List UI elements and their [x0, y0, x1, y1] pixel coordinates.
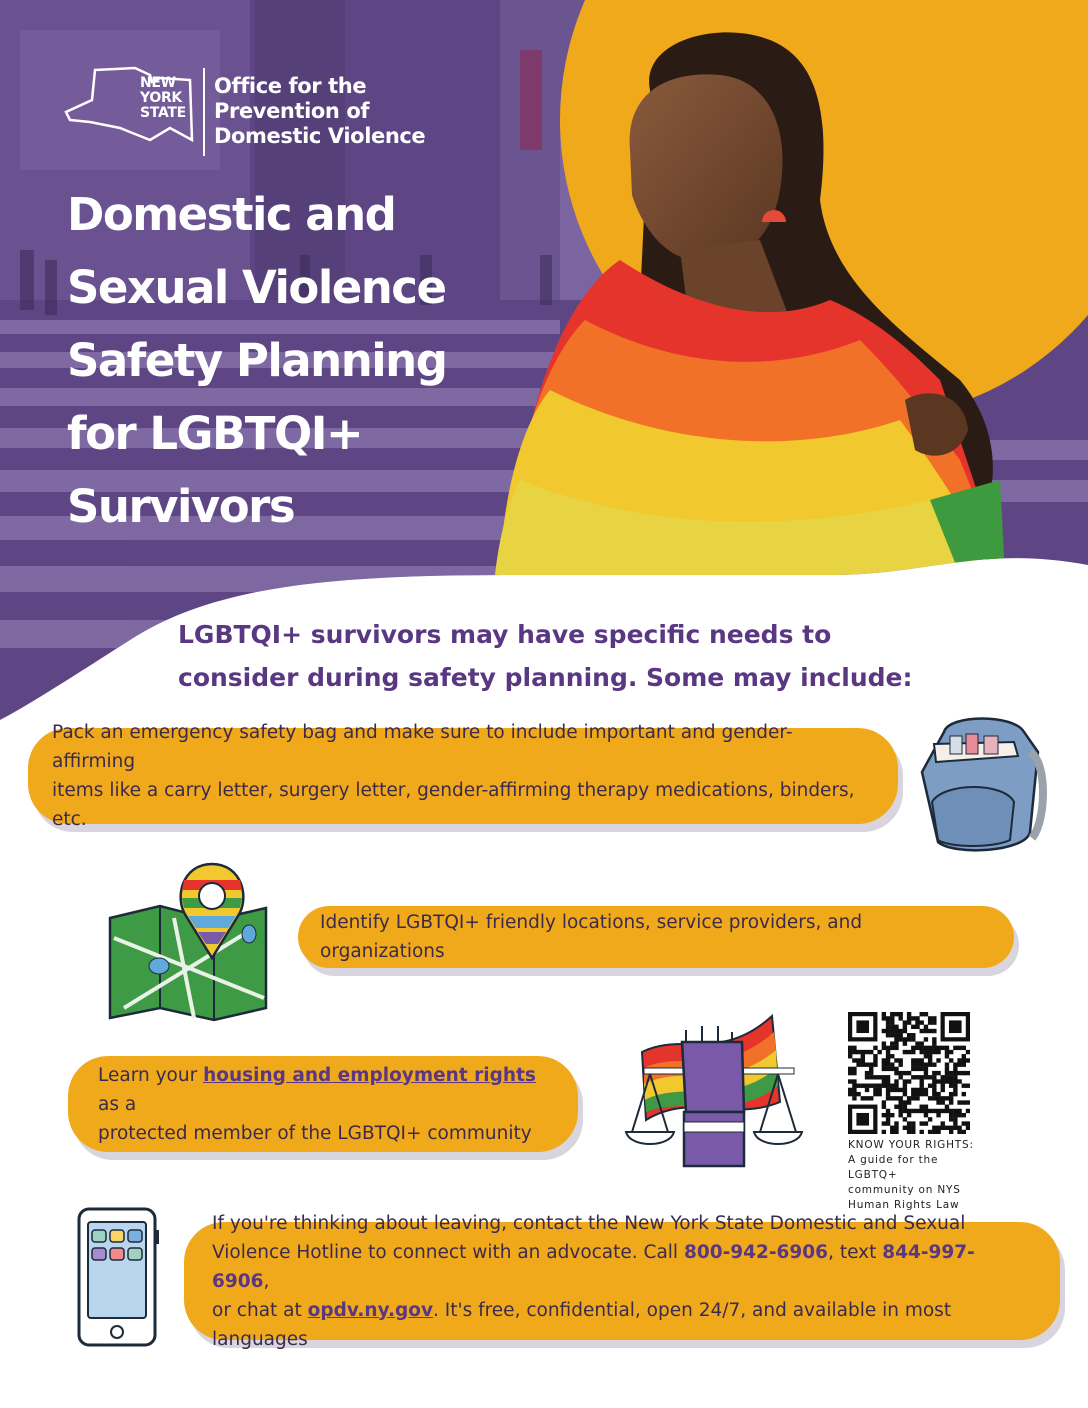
tip-hotline: If you're thinking about leaving, contact the New York State Domestic and Sexual Violence Hotline to connect with an advocate. Call 800-942-6906, text 844-997-6906, or chat at opdv.ny.gov. It's free, confidential, open 24/7, and available in most languages: [184, 1222, 1060, 1340]
backpack-icon: [914, 712, 1050, 858]
intro-text: LGBTQI+ survivors may have specific needs to consider during safety planning. Some may include:: [178, 620, 913, 692]
logo-state-text: NEW YORK STATE: [140, 75, 186, 121]
hotline-phone-number[interactable]: 800-942-6906: [683, 1241, 829, 1263]
tip-emergency-bag: Pack an emergency safety bag and make sure to include important and gender-affirming items like a carry letter, surgery letter, gender-affirming therapy medications, binders, etc.: [28, 728, 898, 824]
page-title: Domestic and Sexual Violence Safety Planning for LGBTQI+ Survivors: [67, 188, 447, 533]
smartphone-icon: [76, 1206, 160, 1348]
logo-divider: [203, 68, 205, 156]
justice-fist-scales-icon: [622, 1012, 804, 1168]
qr-code-icon[interactable]: [848, 1012, 970, 1134]
tip-friendly-locations: Identify LGBTQI+ friendly locations, service providers, and organizations: [298, 906, 1014, 968]
housing-employment-rights-link[interactable]: housing and employment rights: [203, 1064, 536, 1086]
hotline-text-number[interactable]: 844-997-6906: [212, 1241, 975, 1292]
qr-caption: KNOW YOUR RIGHTS: A guide for the LGBTQ+ community on NYS Human Rights Law: [848, 1139, 974, 1211]
tip-know-rights: Learn your housing and employment rights as a protected member of the LGBTQI+ community: [68, 1056, 578, 1152]
office-name: Office for the Prevention of Domestic Violence: [214, 74, 426, 148]
rainbow-map-pin-icon: [104, 858, 274, 1024]
opdv-website-link[interactable]: opdv.ny.gov: [307, 1299, 434, 1321]
